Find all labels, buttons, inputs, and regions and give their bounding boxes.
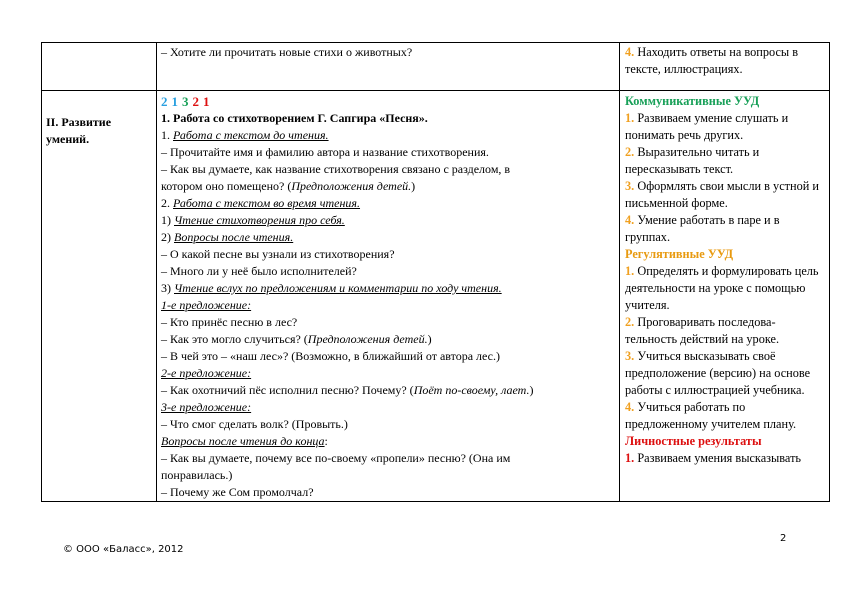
digit: 1 (203, 94, 214, 109)
list-item: 2. Выразительно читать и пересказывать текст. (625, 145, 760, 176)
section-label: II. Развитие умений. (46, 115, 112, 146)
level-digits (161, 93, 616, 110)
line: 1) Чтение стихотворения про себя. (161, 213, 345, 227)
task-heading: 1. Работа со стихотворением Г. Сапгира «Песня». (161, 111, 428, 125)
regulatory-uud-heading: Регулятивные УУД (625, 247, 734, 261)
list-item: 1. Развиваем умение слушать и понимать речь других. (625, 111, 789, 142)
line: – Что смог сделать волк? (Провыть.) (161, 417, 348, 431)
digit: 2 (161, 94, 172, 109)
line: 3-е предложение: (161, 400, 252, 414)
line: 1. Работа с текстом до чтения. (161, 128, 329, 142)
table-border-right (829, 42, 830, 502)
column-divider-2 (619, 42, 620, 502)
table-border-top (41, 42, 830, 43)
list-item: 2. Проговаривать последова-тельность действий на уроке. (625, 315, 780, 346)
list-item: 3. Оформлять свои мысли в устной и письменной форме. (625, 179, 820, 210)
line: котором оно помещено? (Предположения детей.) (161, 179, 416, 193)
top-row-middle-cell (161, 44, 616, 61)
question-text: – Хотите ли прочитать новые стихи о животных? (161, 45, 413, 59)
line: – Как вы думаете, почему все по-своему «пропели» песню? (Она им (161, 451, 511, 465)
line: 2-е предложение: (161, 366, 252, 380)
line: – О какой песне вы узнали из стихотворения? (161, 247, 395, 261)
digit: 2 (192, 94, 203, 109)
list-item: 1. Развиваем умения высказывать (625, 451, 802, 465)
top-row-right-cell (625, 44, 825, 78)
list-item: 4. Учиться работать по предложенному учителем плану. (625, 400, 797, 431)
table-border-left (41, 42, 42, 502)
section-middle-cell (161, 93, 616, 501)
line: – В чей это – «наш лес»? (Возможно, в ближайший от автора лес.) (161, 349, 500, 363)
line: – Много ли у неё было исполнителей? (161, 264, 357, 278)
line: 2) Вопросы после чтения. (161, 230, 294, 244)
line: – Как охотничий пёс исполнил песню? Почему? (Поёт по-своему, лает.) (161, 383, 534, 397)
line: – Прочитайте имя и фамилию автора и название стихотворения. (161, 145, 489, 159)
list-item: 1. Определять и формулировать цель деятельности на уроке с помощью учителя. (625, 264, 819, 312)
line: – Как вы думаете, как название стихотворения связано с разделом, в (161, 162, 511, 176)
line: 2. Работа с текстом во время чтения. (161, 196, 361, 210)
line: 3) Чтение вслух по предложениям и комментарии по ходу чтения. (161, 281, 502, 295)
table-border-bottom (41, 501, 830, 502)
column-divider-1 (156, 42, 157, 502)
line: – Как это могло случиться? (Предположения детей.) (161, 332, 432, 346)
line: Вопросы после чтения до конца: (161, 434, 328, 448)
digit: 1 (171, 94, 182, 109)
line: 1-е предложение: (161, 298, 252, 312)
line: понравилась.) (161, 468, 233, 482)
item-text: Находить ответы на вопросы в тексте, иллюстрациях. (625, 45, 799, 76)
digit: 3 (182, 94, 193, 109)
section-right-cell (625, 93, 825, 467)
line: – Почему же Сом промолчал? (161, 485, 314, 499)
personal-results-heading: Личностные результаты (625, 434, 762, 448)
communicative-uud-heading: Коммуникативные УУД (625, 94, 760, 108)
copyright-footer: © ООО «Баласс», 2012 (63, 544, 184, 555)
list-item: 3. Учиться высказывать своё предположение (версию) на основе работы с иллюстрацией учебника. (625, 349, 811, 397)
item-number: 4. (625, 45, 635, 59)
line: – Кто принёс песню в лес? (161, 315, 298, 329)
row-divider (41, 90, 830, 91)
lesson-table (41, 42, 830, 502)
page-number: 2 (780, 533, 787, 544)
list-item: 4. Умение работать в паре и в группах. (625, 213, 780, 244)
